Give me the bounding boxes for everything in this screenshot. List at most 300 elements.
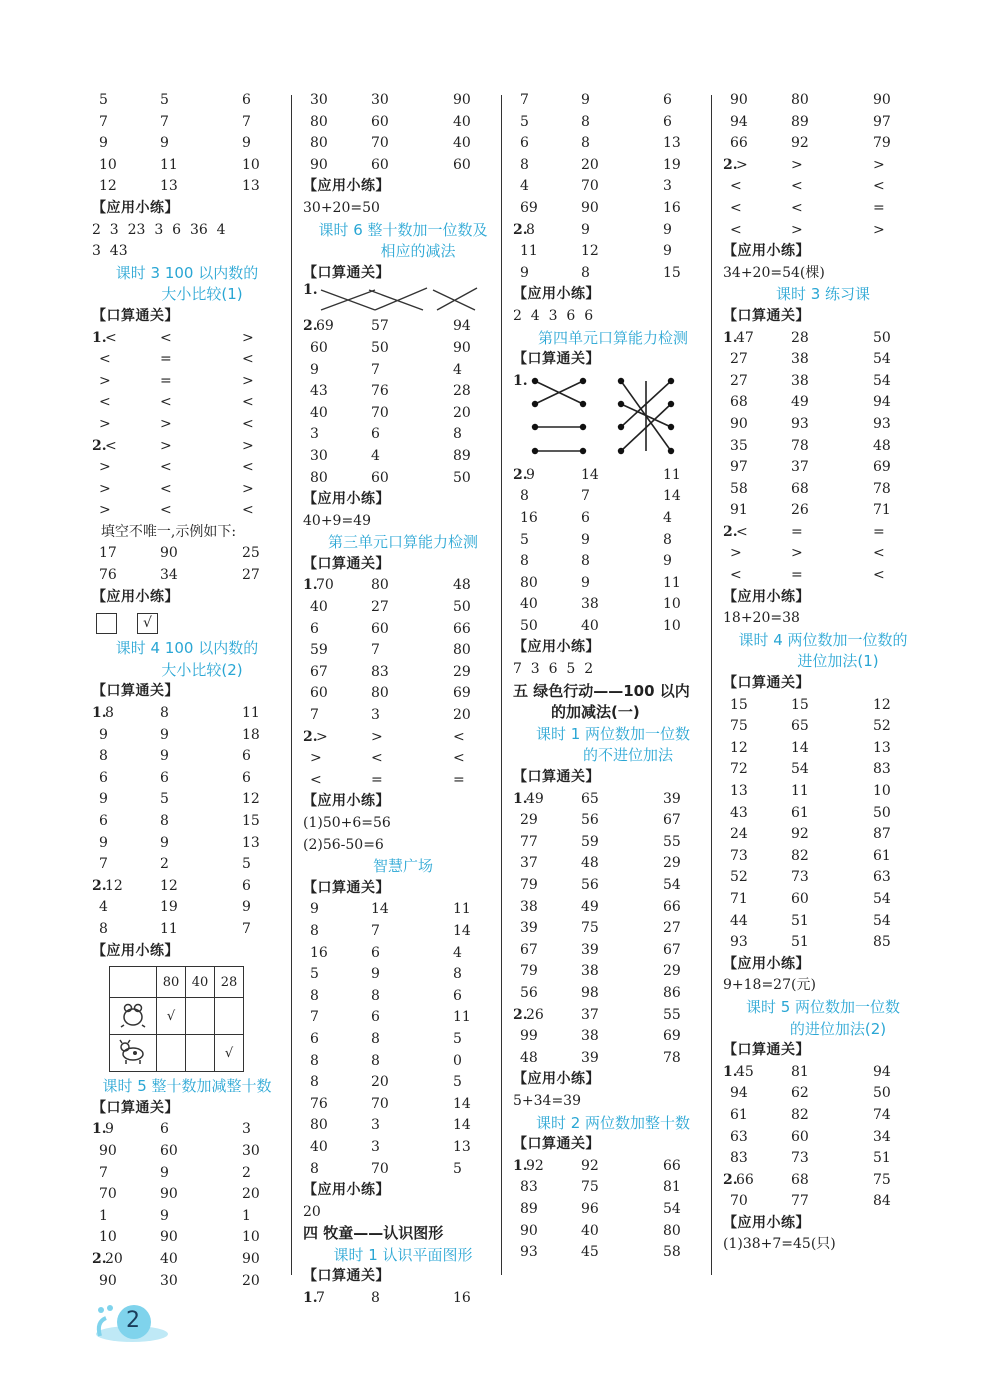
answer-row <box>723 479 923 501</box>
answer-cell: 20 <box>242 1186 260 1203</box>
matching-diagram <box>523 371 693 465</box>
answer-cell: 7 <box>371 642 380 659</box>
answer-cell: 62 <box>791 1085 809 1102</box>
answer-row <box>513 1048 713 1070</box>
answer-cell: 7 <box>316 1290 325 1307</box>
lesson-heading: 智慧广场 <box>372 857 433 876</box>
answer-cell: 8 <box>371 987 380 1004</box>
answer-cell: 5 <box>453 1160 462 1177</box>
answer-row <box>92 371 282 393</box>
answer-row <box>513 1005 713 1027</box>
answer-cell: 89 <box>520 1200 538 1217</box>
answer-row <box>92 919 282 941</box>
answer-cell: 20 <box>581 156 599 173</box>
answer-cell: = <box>791 523 803 540</box>
cow-icon <box>118 1037 148 1065</box>
answer-cell: 16 <box>520 509 538 526</box>
answer-cell: < <box>453 728 465 745</box>
answer-cell: 5 <box>520 113 529 130</box>
answer-cell: 38 <box>791 351 809 368</box>
answer-row <box>92 155 282 177</box>
section-label: 【应用小练】 <box>92 588 179 605</box>
answer-cell: 83 <box>873 761 891 778</box>
item-number: 2. <box>723 523 738 540</box>
section-label: 【应用小练】 <box>513 1071 600 1088</box>
answer-cell: 70 <box>371 1160 389 1177</box>
answer-cell: 27 <box>663 920 681 937</box>
answer-cell: < <box>453 750 465 767</box>
lesson-heading: 课时 3 练习课 <box>775 285 871 304</box>
answer-row <box>513 594 713 616</box>
lesson-heading: 课时 3 100 以内数的 <box>115 263 259 282</box>
answer-row <box>92 876 282 898</box>
answer-cell: 19 <box>160 899 178 916</box>
answer-row <box>92 436 282 458</box>
answer-cell: 3 <box>371 1138 380 1155</box>
answer-row <box>92 543 282 565</box>
answer-row <box>513 133 713 155</box>
answer-cell: 27 <box>371 599 389 616</box>
answer-row <box>723 522 923 544</box>
answer-cell: < <box>791 199 803 216</box>
table-animal <box>110 998 157 1035</box>
answer-row <box>513 616 713 638</box>
answer-cell: 90 <box>310 156 328 173</box>
answer-cell: 40 <box>581 617 599 634</box>
answer-cell: 57 <box>371 318 389 335</box>
item-number: 2. <box>303 728 318 745</box>
answer-row <box>513 176 713 198</box>
section-label: 【口算通关】 <box>92 683 179 700</box>
item-number: 2. <box>92 437 107 454</box>
answer-cell: 75 <box>581 1179 599 1196</box>
answer-cell: 79 <box>520 963 538 980</box>
answer-row <box>723 392 923 414</box>
answer-cell: 67 <box>663 812 681 829</box>
item-number: 1. <box>513 372 528 389</box>
answer-cell: 8 <box>160 705 169 722</box>
answer-cell: 4 <box>371 447 380 464</box>
answer-cell: 48 <box>873 437 891 454</box>
answer-cell: < <box>242 394 254 411</box>
answer-cell: 9 <box>105 1121 114 1138</box>
answer-cell: 37 <box>520 855 538 872</box>
answer-cell: 6 <box>453 987 462 1004</box>
answer-cell: 90 <box>453 92 471 108</box>
answer-cell: 12 <box>99 178 117 195</box>
answer-cell: 13 <box>242 178 260 195</box>
answer-cell: 59 <box>310 642 328 659</box>
answer-cell: > <box>371 728 383 745</box>
answer-cell: < <box>736 523 748 540</box>
answer-cell: 60 <box>453 156 471 173</box>
answer-cell: 75 <box>873 1171 891 1188</box>
answer-cell: 48 <box>520 1049 538 1066</box>
answer-cell: 9 <box>99 834 108 851</box>
answer-row <box>303 575 503 597</box>
answer-cell: 45 <box>736 1063 754 1080</box>
answer-row <box>723 328 923 350</box>
section-label: 【应用小练】 <box>513 639 600 656</box>
answer-cell: 13 <box>873 739 891 756</box>
answer-row <box>723 371 923 393</box>
answer-row <box>513 1199 713 1221</box>
answer-cell: 73 <box>791 1150 809 1167</box>
answer-cell: 7 <box>242 920 251 937</box>
answer-cell: 11 <box>242 705 260 722</box>
answer-cell: 51 <box>791 912 809 929</box>
answer-cell: 29 <box>520 812 538 829</box>
answer-row <box>303 662 503 684</box>
answer-row <box>723 1127 923 1149</box>
answer-cell: 38 <box>581 596 599 613</box>
answer-row <box>513 853 713 875</box>
answer-cell: < <box>105 437 117 454</box>
answer-cell: 56 <box>520 984 538 1001</box>
answer-cell: 12 <box>105 877 123 894</box>
answer-cell: 45 <box>581 1244 599 1261</box>
answer-cell: 90 <box>730 415 748 432</box>
answer-cell: 9 <box>663 221 672 238</box>
answer-cell: 56 <box>581 877 599 893</box>
answer-cell: 37 <box>791 459 809 476</box>
table-cell: √ <box>215 1035 244 1072</box>
answer-row <box>92 768 282 790</box>
answer-cell: 60 <box>371 113 389 130</box>
answer-cell: 75 <box>730 718 748 735</box>
section-label: 【口算通关】 <box>303 1268 390 1285</box>
answer-cell: < <box>160 502 172 519</box>
answer-cell: 9 <box>242 135 251 152</box>
answer-cell: 8 <box>520 553 529 570</box>
answer-cell: 20 <box>242 1272 260 1289</box>
answer-row <box>303 640 503 662</box>
answer-cell: 8 <box>160 813 169 829</box>
answer-cell: 49 <box>791 394 809 411</box>
answer-cell: 7 <box>99 113 108 130</box>
answer-text: 2 4 3 6 6 <box>513 307 594 324</box>
answer-row <box>513 263 713 285</box>
answer-cell: 14 <box>581 466 599 483</box>
answer-row <box>723 220 923 242</box>
answer-cell: 54 <box>873 890 891 907</box>
answer-row <box>513 220 713 242</box>
answer-cell: 38 <box>581 963 599 980</box>
answer-cell: 39 <box>520 920 538 937</box>
matching-lines <box>303 284 503 316</box>
answer-row <box>303 943 503 965</box>
answer-row <box>723 932 923 954</box>
section-label: 【应用小练】 <box>303 178 390 195</box>
answer-cell: 50 <box>453 599 471 616</box>
answer-cell: 30 <box>310 447 328 464</box>
answer-text: 30+20=50 <box>303 199 380 216</box>
answer-row <box>303 986 503 1008</box>
answer-row <box>303 155 503 177</box>
answer-cell: 7 <box>581 488 590 505</box>
lesson-heading: 课时 4 两位数加一位数的 <box>738 630 908 649</box>
answer-cell: 28 <box>453 383 471 400</box>
answer-cell: 74 <box>873 1106 891 1123</box>
lesson-heading: 课时 6 整十数加一位数及 <box>318 220 488 239</box>
answer-cell: 78 <box>791 437 809 454</box>
answer-cell: = <box>160 372 172 389</box>
unit-title: 五 绿色行动——100 以内 <box>513 681 690 700</box>
answer-cell: 4 <box>453 361 462 378</box>
lesson-heading-cont: 的进位加法(2) <box>789 1019 887 1038</box>
answer-cell: 6 <box>520 135 529 152</box>
answer-row <box>92 112 282 134</box>
answer-cell: 90 <box>730 92 748 108</box>
answer-cell: 8 <box>99 920 108 937</box>
answer-text: (1)38+7=45(只) <box>723 1236 836 1253</box>
answer-cell: 43 <box>730 804 748 821</box>
answer-cell: 93 <box>791 415 809 432</box>
answer-cell: 71 <box>873 502 891 519</box>
answer-cell: 8 <box>371 1052 380 1069</box>
answer-row <box>723 695 923 717</box>
answer-cell: < <box>730 221 742 238</box>
answer-cell: 12 <box>873 696 891 713</box>
item-number: 1. <box>513 1157 528 1174</box>
answer-cell: 54 <box>663 877 681 893</box>
answer-cell: 55 <box>663 833 681 850</box>
answer-row <box>303 683 503 705</box>
answer-cell: 89 <box>453 447 471 464</box>
answer-cell: 92 <box>791 135 809 152</box>
answer-cell: = <box>371 771 383 788</box>
answer-cell: 66 <box>663 898 681 915</box>
answer-row <box>92 565 282 587</box>
frog-icon <box>118 1000 148 1028</box>
section-label: 【应用小练】 <box>92 942 179 959</box>
answer-cell: 35 <box>730 437 748 454</box>
answer-cell: 69 <box>453 685 471 702</box>
answer-cell: 6 <box>242 92 251 108</box>
answer-cell: 7 <box>99 856 108 873</box>
answer-row <box>723 716 923 738</box>
answer-cell: > <box>791 545 803 562</box>
answer-cell: 9 <box>160 1207 169 1224</box>
item-number: 2. <box>92 877 107 894</box>
answer-cell: 61 <box>730 1106 748 1123</box>
answer-cell: < <box>242 415 254 432</box>
answer-cell: 37 <box>581 1006 599 1023</box>
answer-cell: 65 <box>791 718 809 735</box>
answer-cell: 92 <box>581 1157 599 1174</box>
answer-cell: 7 <box>371 361 380 378</box>
answer-cell: < <box>873 545 885 562</box>
answer-cell: 8 <box>520 156 529 173</box>
answer-row <box>303 619 503 641</box>
answer-cell: > <box>242 329 254 346</box>
answer-cell: 24 <box>730 826 748 843</box>
answer-cell: 5 <box>242 856 251 873</box>
lesson-heading-cont: 进位加法(1) <box>797 652 879 671</box>
item-number: 2. <box>513 1006 528 1023</box>
answer-cell: 83 <box>730 1150 748 1167</box>
answer-cell: 90 <box>160 1229 178 1246</box>
answer-row <box>513 897 713 919</box>
answer-cell: 5 <box>453 1030 462 1047</box>
answer-cell: 9 <box>310 901 319 918</box>
answer-cell: 84 <box>873 1193 891 1210</box>
answer-cell: 13 <box>663 135 681 152</box>
answer-cell: 27 <box>730 351 748 368</box>
answer-cell: < <box>105 329 117 346</box>
answer-cell: 75 <box>581 920 599 937</box>
answer-cell: 9 <box>581 574 590 591</box>
answer-text: 填空不唯一,示例如下: <box>92 523 237 540</box>
table-cell <box>186 1035 215 1072</box>
answer-cell: 9 <box>371 966 380 983</box>
answer-cell: 59 <box>581 833 599 850</box>
answer-row <box>513 508 713 530</box>
answer-cell: 69 <box>873 459 891 476</box>
answer-cell: = <box>873 523 885 540</box>
answer-row <box>513 918 713 940</box>
answer-cell: = <box>791 567 803 584</box>
section-label: 【应用小练】 <box>303 793 390 810</box>
answer-cell: 83 <box>520 1179 538 1196</box>
answer-cell: 78 <box>663 1049 681 1066</box>
answer-cell: 50 <box>520 617 538 634</box>
answer-cell: 79 <box>520 877 538 893</box>
answer-cell: 8 <box>310 987 319 1004</box>
answer-cell: 8 <box>99 748 108 765</box>
item-number: 2. <box>92 1250 107 1267</box>
answer-cell: 82 <box>791 1106 809 1123</box>
answer-cell: 86 <box>663 984 681 1001</box>
answer-column-2 <box>303 90 503 1310</box>
answer-cell: 11 <box>160 920 178 937</box>
answer-row <box>303 597 503 619</box>
section-label: 【应用小练】 <box>723 243 810 260</box>
answer-row <box>303 133 503 155</box>
answer-cell: 80 <box>791 92 809 108</box>
answer-cell: 17 <box>99 545 117 562</box>
answer-cell: 54 <box>791 761 809 778</box>
answer-cell: 68 <box>791 1171 809 1188</box>
answer-cell: 77 <box>520 833 538 850</box>
answer-cell: > <box>160 437 172 454</box>
answer-cell: 40 <box>310 1138 328 1155</box>
answer-cell: 6 <box>242 748 251 765</box>
answer-cell: 43 <box>310 383 328 400</box>
table-header: 28 <box>215 967 244 998</box>
answer-row <box>92 1184 282 1206</box>
answer-row <box>513 1156 713 1178</box>
answer-cell: 20 <box>371 1074 389 1091</box>
answer-cell: 54 <box>873 912 891 929</box>
answer-cell: < <box>99 394 111 411</box>
answer-cell: 7 <box>520 92 529 108</box>
answer-row <box>303 1072 503 1094</box>
answer-cell: 52 <box>730 869 748 886</box>
answer-cell: 29 <box>453 663 471 680</box>
answer-cell: 73 <box>791 869 809 886</box>
answer-cell: 5 <box>160 791 169 808</box>
answer-cell: 8 <box>371 1030 380 1047</box>
answer-row <box>303 1137 503 1159</box>
answer-cell: 68 <box>730 394 748 411</box>
answer-cell: 90 <box>99 1142 117 1159</box>
answer-cell: > <box>791 221 803 238</box>
item-number: 2. <box>513 466 528 483</box>
answer-row <box>303 921 503 943</box>
answer-cell: 60 <box>310 339 328 356</box>
item-number: 1. <box>303 282 318 299</box>
answer-cell: > <box>873 221 885 238</box>
answer-text: 34+20=54(棵) <box>723 264 825 281</box>
column-divider-1 <box>291 95 292 1275</box>
answer-cell: 26 <box>526 1006 544 1023</box>
answer-cell: 54 <box>873 351 891 368</box>
answer-cell: 14 <box>453 1117 471 1134</box>
item-number: 1. <box>92 1121 107 1138</box>
answer-cell: 80 <box>371 685 389 702</box>
lesson-heading-cont: 大小比较(2) <box>161 660 243 679</box>
answer-cell: < <box>873 567 885 584</box>
answer-cell: 90 <box>520 1222 538 1239</box>
answer-cell: 48 <box>581 855 599 872</box>
answer-cell: 6 <box>581 509 590 526</box>
answer-cell: 4 <box>520 178 529 195</box>
answer-row <box>513 961 713 983</box>
answer-row <box>92 833 282 855</box>
answer-cell: 14 <box>663 488 681 505</box>
answer-cell: 73 <box>730 847 748 864</box>
section-label: 【口算通关】 <box>513 1136 600 1153</box>
answer-cell: 79 <box>873 135 891 152</box>
answer-cell: 20 <box>453 707 471 724</box>
answer-boxes <box>92 608 282 638</box>
answer-row <box>723 1148 923 1170</box>
answer-cell: 5 <box>160 92 169 108</box>
lesson-heading: 课时 1 两位数加一位数 <box>535 724 691 743</box>
answer-cell: 9 <box>160 726 169 743</box>
answer-cell: 60 <box>371 469 389 486</box>
answer-cell: > <box>242 480 254 497</box>
answer-cell: 5 <box>520 531 529 548</box>
answer-cell: < <box>160 459 172 476</box>
answer-cell: 40 <box>160 1250 178 1267</box>
answer-row <box>513 1026 713 1048</box>
answer-row <box>92 746 282 768</box>
answer-cell: 6 <box>242 877 251 894</box>
answer-row <box>92 811 282 833</box>
answer-cell: 50 <box>873 804 891 821</box>
answer-text: 3 43 <box>92 243 128 260</box>
answer-row <box>303 899 503 921</box>
answer-cell: 38 <box>520 898 538 915</box>
answer-cell: < <box>242 502 254 519</box>
answer-cell: 6 <box>160 769 169 786</box>
answer-cell: > <box>730 545 742 562</box>
answer-cell: 72 <box>730 761 748 778</box>
section-label: 【应用小练】 <box>303 1182 390 1199</box>
answer-row <box>513 155 713 177</box>
answer-cell: 9 <box>160 1164 169 1181</box>
answer-cell: 6 <box>99 813 108 829</box>
answer-row <box>303 424 503 446</box>
answer-cell: 7 <box>99 1164 108 1181</box>
answer-cell: 9 <box>581 221 590 238</box>
answer-cell: 48 <box>453 577 471 594</box>
answer-cell: 69 <box>520 199 538 216</box>
answer-row <box>513 810 713 832</box>
answer-row <box>92 1163 282 1185</box>
